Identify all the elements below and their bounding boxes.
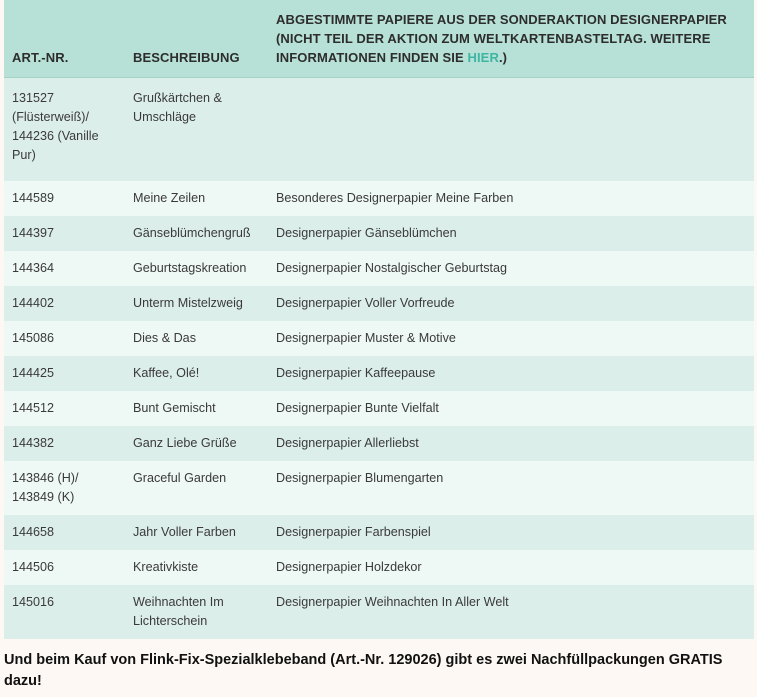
- cell-designerpapier: Besonderes Designerpapier Meine Farben: [276, 191, 514, 205]
- product-table: [4, 0, 754, 639]
- cell-designerpapier: Designerpapier Holzdekor: [276, 560, 422, 574]
- cell-beschreibung: Kreativkiste: [133, 560, 199, 574]
- cell-art-nr: 145086: [12, 331, 55, 345]
- cell-designerpapier: Designerpapier Voller Vorfreude: [276, 296, 455, 310]
- hier-link[interactable]: HIER: [467, 50, 499, 65]
- table-row: [4, 585, 754, 639]
- cell-art-nr: 131527 (Flüsterweiß)/ 144236 (Vanille Pur): [12, 91, 99, 162]
- product-table-container: [4, 0, 754, 639]
- header-designerpapier-suffix: .): [498, 50, 508, 65]
- header-beschreibung: BESCHREIBUNG: [125, 0, 268, 78]
- table-row: [4, 550, 754, 585]
- cell-art-nr: 144382: [12, 436, 55, 450]
- header-designerpapier: [268, 0, 754, 78]
- cell-beschreibung: Bunt Gemischt: [133, 401, 216, 415]
- table-row: [4, 216, 754, 251]
- table-row: [4, 181, 754, 216]
- cell-art-nr: 143846 (H)/ 143849 (K): [12, 471, 79, 504]
- table-row: [4, 78, 754, 182]
- table-row: [4, 321, 754, 356]
- cell-designerpapier: [268, 78, 754, 182]
- cell-designerpapier: Designerpapier Farbenspiel: [276, 525, 431, 539]
- table-header: [4, 0, 754, 78]
- cell-beschreibung: Geburtstagskreation: [133, 261, 247, 275]
- header-row: [4, 0, 754, 78]
- table-row: [4, 391, 754, 426]
- table-row: [4, 286, 754, 321]
- table-row: [4, 515, 754, 550]
- table-body: [4, 78, 754, 640]
- cell-beschreibung: Grußkärtchen & Umschläge: [133, 91, 222, 124]
- table-row: [4, 251, 754, 286]
- cell-designerpapier: Designerpapier Gänseblümchen: [276, 226, 457, 240]
- cell-designerpapier: Designerpapier Blumengarten: [276, 471, 444, 485]
- cell-designerpapier: Designerpapier Weihnachten In Aller Welt: [276, 595, 509, 609]
- cell-art-nr: 144506: [12, 560, 55, 574]
- cell-beschreibung: Unterm Mistelzweig: [133, 296, 243, 310]
- cell-designerpapier: Designerpapier Bunte Vielfalt: [276, 401, 439, 415]
- cell-designerpapier: Designerpapier Muster & Motive: [276, 331, 456, 345]
- cell-designerpapier: Designerpapier Allerliebst: [276, 436, 419, 450]
- cell-beschreibung: Kaffee, Olé!: [133, 366, 200, 380]
- footer-note: Und beim Kauf von Flink-Fix-Spezialklebeband (Art.-Nr. 129026) gibt es zwei Nachfüllpackungen GRATIS dazu!: [4, 652, 723, 689]
- table-row: [4, 461, 754, 515]
- cell-beschreibung: Dies & Das: [133, 331, 196, 345]
- cell-beschreibung: Jahr Voller Farben: [133, 525, 236, 539]
- header-designerpapier-text: ABGESTIMMTE PAPIERE AUS DER SONDERAKTION DESIGNERPAPIER (NICHT TEIL DER AKTION ZUM WELTKARTENBASTELTAG. WEITERE INFORMATIONEN FINDEN SIE: [276, 12, 727, 65]
- header-art-nr: ART.-NR.: [4, 0, 125, 78]
- cell-designerpapier: Designerpapier Nostalgischer Geburtstag: [276, 261, 508, 275]
- table-row: [4, 356, 754, 391]
- cell-beschreibung: Graceful Garden: [133, 471, 227, 485]
- table-row: [4, 426, 754, 461]
- cell-art-nr: 144589: [12, 191, 55, 205]
- cell-art-nr: 145016: [12, 595, 55, 609]
- cell-art-nr: 144397: [12, 226, 55, 240]
- cell-art-nr: 144425: [12, 366, 55, 380]
- cell-beschreibung: Weihnachten Im Lichterschein: [133, 595, 224, 628]
- cell-art-nr: 144512: [12, 401, 55, 415]
- cell-beschreibung: Ganz Liebe Grüße: [133, 436, 237, 450]
- cell-art-nr: 144658: [12, 525, 55, 539]
- cell-beschreibung: Gänseblümchengruß: [133, 226, 251, 240]
- cell-art-nr: 144402: [12, 296, 55, 310]
- cell-designerpapier: Designerpapier Kaffeepause: [276, 366, 436, 380]
- cell-art-nr: 144364: [12, 261, 55, 275]
- cell-beschreibung: Meine Zeilen: [133, 191, 206, 205]
